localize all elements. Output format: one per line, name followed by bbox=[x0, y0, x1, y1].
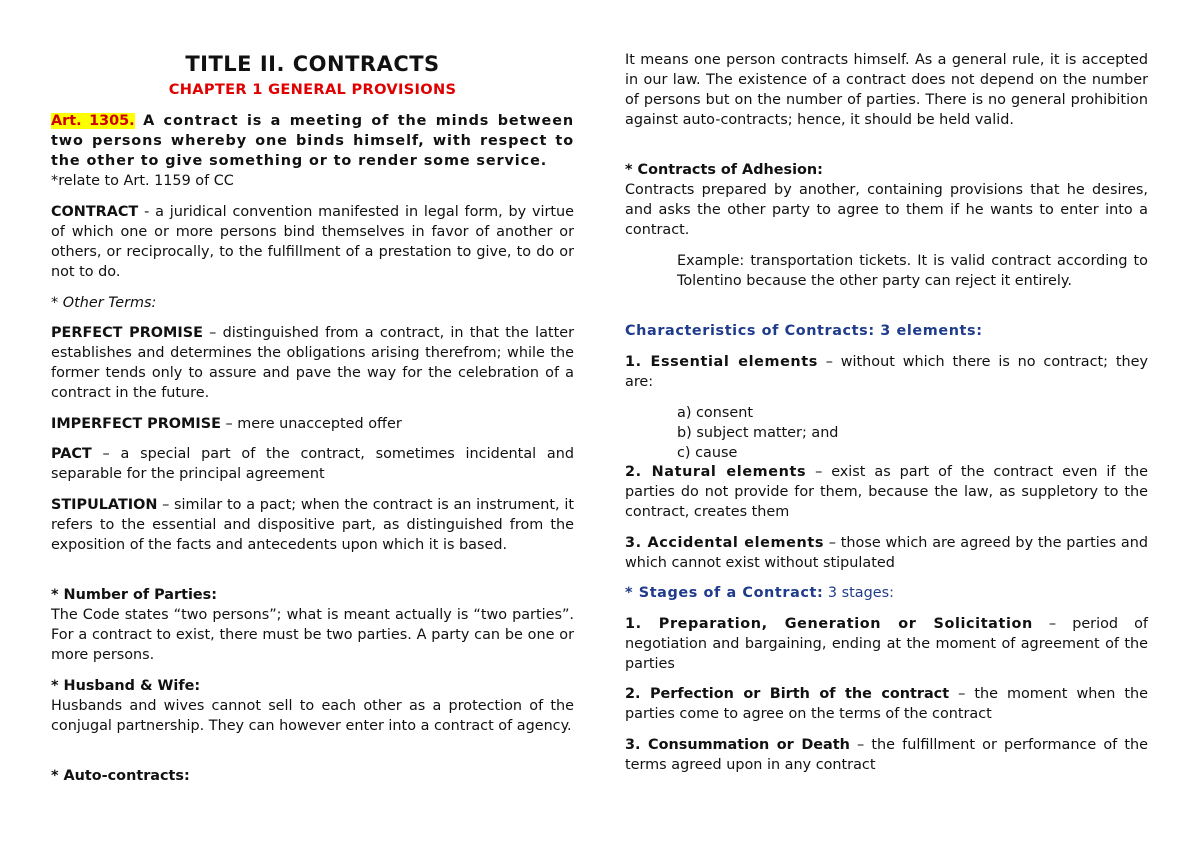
imperfect-def: – mere unaccepted offer bbox=[220, 416, 402, 432]
list-item: b) subject matter; and bbox=[677, 425, 839, 441]
essential-text: – without which there is no contract; they are: bbox=[625, 354, 1148, 390]
accidental-elements bbox=[625, 533, 1148, 573]
pact bbox=[51, 444, 574, 484]
article-relate-note: *relate to Art. 1159 of CC bbox=[51, 173, 234, 189]
auto-contracts-text-block bbox=[625, 50, 1148, 130]
stage-consummation bbox=[625, 735, 1148, 775]
auto-contracts-heading-block bbox=[51, 766, 574, 786]
imperfect-term: IMPERFECT PROMISE bbox=[51, 416, 221, 432]
imperfect-promise bbox=[51, 414, 574, 434]
perfect-term: PERFECT PROMISE bbox=[51, 325, 203, 341]
contract-def: - a juridical convention manifested in legal form, by virtue of which one or more persons bind themselves in favor of another or others, or reciprocally, to the fulfillment of a prestation to give, to do or not to do. bbox=[51, 204, 574, 280]
stages-heading-block bbox=[625, 583, 1148, 603]
stage-preparation bbox=[625, 614, 1148, 674]
parties-heading: * Number of Parties: bbox=[51, 587, 218, 603]
article-text: A contract is a meeting of the minds between two persons whereby one binds himself, with respect to the other to give something or to render some service. bbox=[51, 113, 575, 169]
preparation-text: – period of negotiation and bargaining, ending at the moment of agreement of the parties bbox=[625, 616, 1148, 672]
pact-term: PACT bbox=[51, 446, 92, 462]
parties-text: The Code states “two persons”; what is meant actually is “two parties”. For a contract to exist, there must be two parties. A party can be one or more persons. bbox=[51, 607, 574, 663]
consummation-heading: 3. Consummation or Death bbox=[625, 737, 850, 753]
pact-def: – a special part of the contract, sometimes incidental and separable for the principal agreement bbox=[51, 446, 574, 482]
essential-heading: 1. Essential elements bbox=[625, 354, 818, 370]
stipulation bbox=[51, 495, 574, 555]
husband-heading: * Husband & Wife: bbox=[51, 678, 201, 694]
auto-heading: * Auto-contracts: bbox=[51, 768, 190, 784]
example-text: Example: transportation tickets. It is valid contract according to Tolentino because the other party can reject it entirely. bbox=[677, 253, 1148, 289]
consummation-text: – the fulfillment or performance of the terms agreed upon in any contract bbox=[625, 737, 1148, 773]
essential-list bbox=[625, 403, 1148, 463]
contract-term: CONTRACT bbox=[51, 204, 139, 220]
other-terms-heading: * Other Terms: bbox=[51, 295, 157, 311]
accidental-text: – those which are agreed by the parties and which cannot exist without stipulated bbox=[625, 535, 1149, 571]
stages-heading: * Stages of a Contract: bbox=[625, 585, 824, 601]
adhesion bbox=[625, 160, 1148, 240]
stipulation-def: – similar to a pact; when the contract is an instrument, it refers to the essential and dispositive part, as distinguished from the exposition of the facts and antecedents upon which it is based. bbox=[51, 497, 574, 553]
number-of-parties bbox=[51, 585, 574, 665]
accidental-heading: 3. Accidental elements bbox=[625, 535, 824, 551]
adhesion-example bbox=[625, 251, 1148, 291]
article-label: Art. 1305. bbox=[51, 113, 135, 129]
article-1305 bbox=[51, 111, 574, 191]
stipulation-term: STIPULATION bbox=[51, 497, 158, 513]
perfect-promise bbox=[51, 323, 574, 403]
list-item: c) cause bbox=[677, 445, 738, 461]
husband-text: Husbands and wives cannot sell to each other as a protection of the conjugal partnership. They can however enter into a contract of agency. bbox=[51, 698, 574, 734]
natural-heading: 2. Natural elements bbox=[625, 464, 807, 480]
perfect-def: – distinguished from a contract, in that the latter establishes and determines the obligations arising therefrom; while the former tends only to assure and pave the way for the celebration of a contract in the future. bbox=[51, 325, 574, 401]
adhesion-text: Contracts prepared by another, containing provisions that he desires, and asks the other party to agree to them if he wants to enter into a contract. bbox=[625, 182, 1148, 238]
characteristics-heading: Characteristics of Contracts: 3 elements: bbox=[625, 323, 983, 339]
stage-perfection bbox=[625, 684, 1148, 724]
preparation-heading: 1. Preparation, Generation or Solicitation bbox=[625, 616, 1033, 632]
other-terms-label: Other Terms: bbox=[62, 295, 157, 311]
essential-elements bbox=[625, 352, 1148, 392]
characteristics-heading-block bbox=[625, 321, 1148, 341]
husband-wife bbox=[51, 676, 574, 736]
adhesion-heading: * Contracts of Adhesion: bbox=[625, 162, 823, 178]
perfection-text: – the moment when the parties come to agree on the terms of the contract bbox=[625, 686, 1148, 722]
auto-text: It means one person contracts himself. As a general rule, it is accepted in our law. The existence of a contract does not depend on the number of persons but on the number of parties. There is no general prohibition against auto-contracts; hence, it should be held valid. bbox=[625, 52, 1148, 128]
chapter-title: CHAPTER 1 GENERAL PROVISIONS bbox=[168, 81, 457, 98]
natural-elements bbox=[625, 462, 1148, 522]
perfection-heading: 2. Perfection or Birth of the contract bbox=[625, 686, 950, 702]
natural-text: – exist as part of the contract even if the parties do not provide for them, because the law, as suppletory to the contract, creates them bbox=[625, 464, 1148, 520]
contract-definition bbox=[51, 202, 574, 282]
list-item: a) consent bbox=[677, 405, 753, 421]
page-title: TITLE II. CONTRACTS bbox=[185, 52, 440, 76]
stages-subheading: 3 stages: bbox=[823, 585, 894, 601]
